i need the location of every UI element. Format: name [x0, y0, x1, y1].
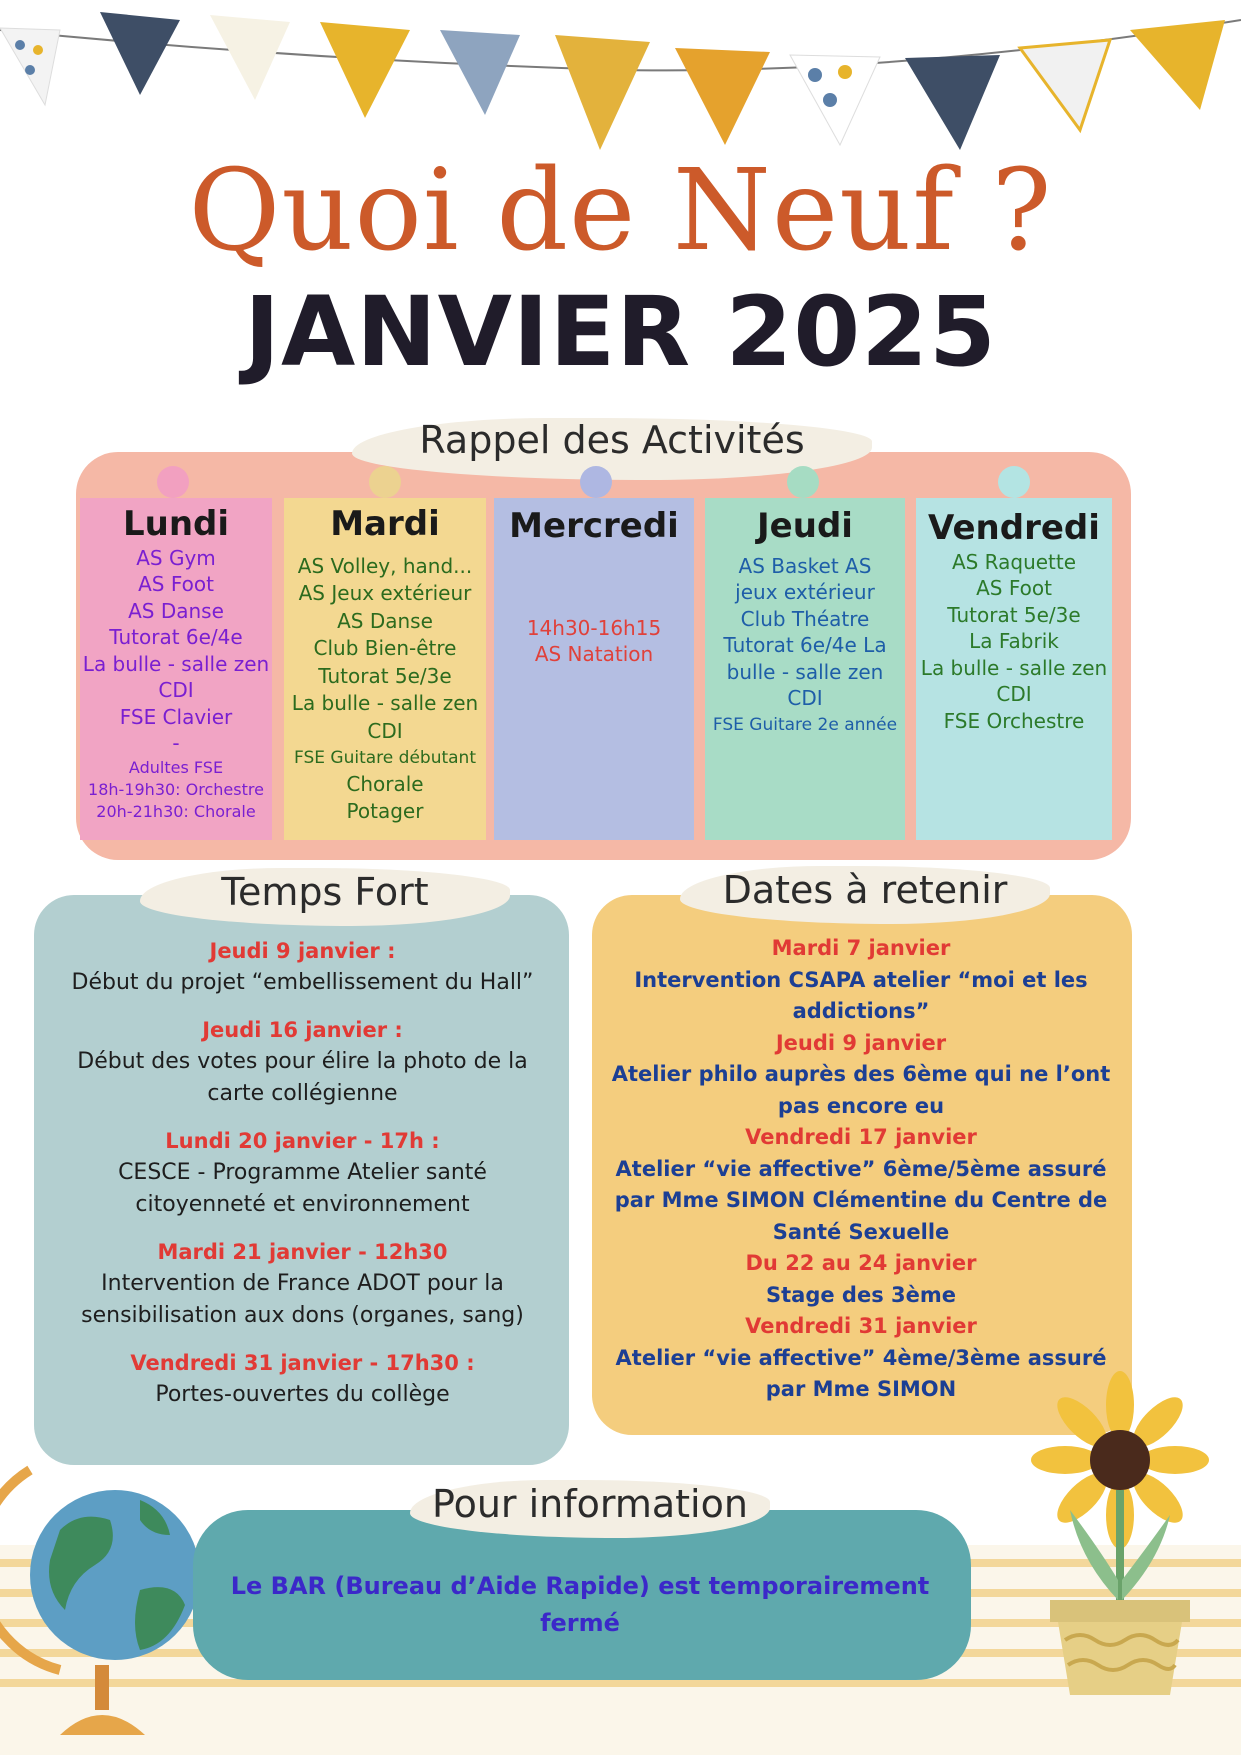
day-column-mercredi — [494, 498, 694, 840]
activity-item: AS Volley, hand... — [297, 553, 473, 578]
activity-item: AS Danse — [337, 608, 433, 633]
page-title: Quoi de Neuf ? — [188, 146, 1053, 276]
date-label: Jeudi 9 janvier — [775, 1030, 947, 1055]
activity-item: La bulle - salle zen CDI — [291, 691, 479, 743]
event-date: Mardi 21 janvier - 12h30 — [157, 1240, 448, 1264]
activity-item: Tutorat 5e/3e — [947, 602, 1081, 627]
activity-item: AS Jeux extérieur — [298, 581, 472, 606]
bunting-decoration — [0, 0, 1241, 170]
activity-item: Adultes FSE — [128, 757, 224, 777]
pin-lundi — [157, 466, 189, 498]
date-item — [604, 1122, 1118, 1248]
event-text: Début des votes pour élire la photo de la carte collégienne — [77, 1049, 528, 1106]
day-name: Mardi — [330, 504, 440, 544]
day-column-vendredi — [916, 498, 1112, 840]
event-item — [50, 1015, 555, 1110]
activity-item: AS Raquette — [951, 549, 1077, 574]
date-text: Atelier “vie affective” 6ème/5ème assuré par Mme SIMON Clémentine du Centre de Santé Sexuelle — [614, 1156, 1108, 1244]
day-column-lundi — [80, 498, 272, 840]
temps-fort-list — [50, 936, 555, 1411]
activity-item: 20h-21h30: Chorale — [96, 801, 256, 821]
activities-heading: Rappel des Activités — [419, 418, 805, 462]
date-label: Mardi 7 janvier — [771, 936, 951, 960]
event-item — [50, 1348, 555, 1411]
date-item — [604, 1248, 1118, 1311]
date-label: Du 22 au 24 janvier — [745, 1251, 977, 1275]
event-item — [50, 1237, 555, 1332]
event-text: CESCE - Programme Atelier santé citoyenneté et environnement — [118, 1160, 487, 1217]
event-text: Portes-ouvertes du collège — [155, 1382, 450, 1407]
activity-item: Tutorat 6e/4e — [109, 625, 243, 650]
activity-item: 18h-19h30: Orchestre — [88, 779, 264, 799]
dates-heading: Dates à retenir — [722, 868, 1008, 912]
temps-fort-heading: Temps Fort — [221, 870, 429, 914]
event-text: Intervention de France ADOT pour la sensibilisation aux dons (organes, sang) — [81, 1271, 524, 1328]
day-name: Mercredi — [509, 506, 679, 546]
activity-item: La bulle - salle zen CDI — [82, 651, 270, 703]
activity-item: FSE Guitare 2e année — [712, 714, 898, 735]
event-date: Jeudi 9 janvier : — [209, 939, 396, 963]
globe-icon — [0, 1440, 200, 1740]
day-column-jeudi — [705, 498, 905, 840]
activity-item: La Fabrik — [969, 629, 1059, 654]
date-text: Stage des 3ème — [766, 1282, 956, 1307]
date-item — [604, 933, 1118, 1028]
sunflower-pot-icon — [1020, 1370, 1241, 1700]
activity-item: 14h30-16h15 — [526, 615, 662, 640]
day-name: Lundi — [122, 504, 230, 544]
event-item — [50, 936, 555, 999]
activity-item: La bulle - salle zen CDI — [920, 655, 1108, 707]
date-text: Intervention CSAPA atelier “moi et les addictions” — [634, 967, 1088, 1023]
day-column-mardi — [284, 498, 486, 840]
information-heading: Pour information — [432, 1482, 748, 1526]
activity-item: - — [172, 731, 180, 756]
activity-item: AS Danse — [128, 598, 224, 623]
activity-item: Tutorat 5e/3e — [318, 663, 452, 688]
month-title: JANVIER 2025 — [244, 276, 997, 388]
activity-item: Club Bien-être — [313, 636, 457, 661]
event-text: Début du projet “embellissement du Hall” — [71, 970, 534, 995]
pin-mardi — [369, 466, 401, 498]
event-item — [50, 1126, 555, 1221]
date-item — [604, 1028, 1118, 1123]
activity-item: AS Natation — [534, 642, 654, 667]
event-date: Lundi 20 janvier - 17h : — [165, 1129, 440, 1153]
dates-list — [604, 933, 1118, 1406]
activity-item: Potager — [346, 799, 424, 824]
date-text: Atelier philo auprès des 6ème qui ne l’ont pas encore eu — [611, 1062, 1111, 1118]
activity-item: AS Gym — [136, 545, 216, 570]
activity-item: AS Basket AS jeux extérieur Club Théatre Tutorat 6e/4e La bulle - salle zen CDI — [723, 553, 887, 711]
event-date: Jeudi 16 janvier : — [202, 1018, 403, 1042]
activity-item: AS Foot — [138, 572, 214, 597]
date-label: Vendredi 31 janvier — [745, 1314, 977, 1338]
activity-item: AS Foot — [976, 576, 1052, 601]
pin-mercredi — [580, 466, 612, 498]
activity-item: FSE Orchestre — [943, 708, 1085, 733]
activity-item: FSE Clavier — [119, 704, 233, 729]
activity-item: FSE Guitare débutant — [294, 748, 476, 769]
event-date: Vendredi 31 janvier - 17h30 : — [130, 1351, 475, 1375]
date-label: Vendredi 17 janvier — [745, 1125, 977, 1149]
activity-item: Chorale — [346, 772, 424, 797]
pin-vendredi — [998, 466, 1030, 498]
day-name: Vendredi — [928, 508, 1100, 548]
pin-jeudi — [787, 466, 819, 498]
information-text: Le BAR (Bureau d’Aide Rapide) est temporairement fermé — [230, 1572, 930, 1637]
day-name: Jeudi — [757, 506, 853, 546]
date-text: Atelier “vie affective” 4ème/3ème assuré par Mme SIMON — [615, 1345, 1107, 1401]
